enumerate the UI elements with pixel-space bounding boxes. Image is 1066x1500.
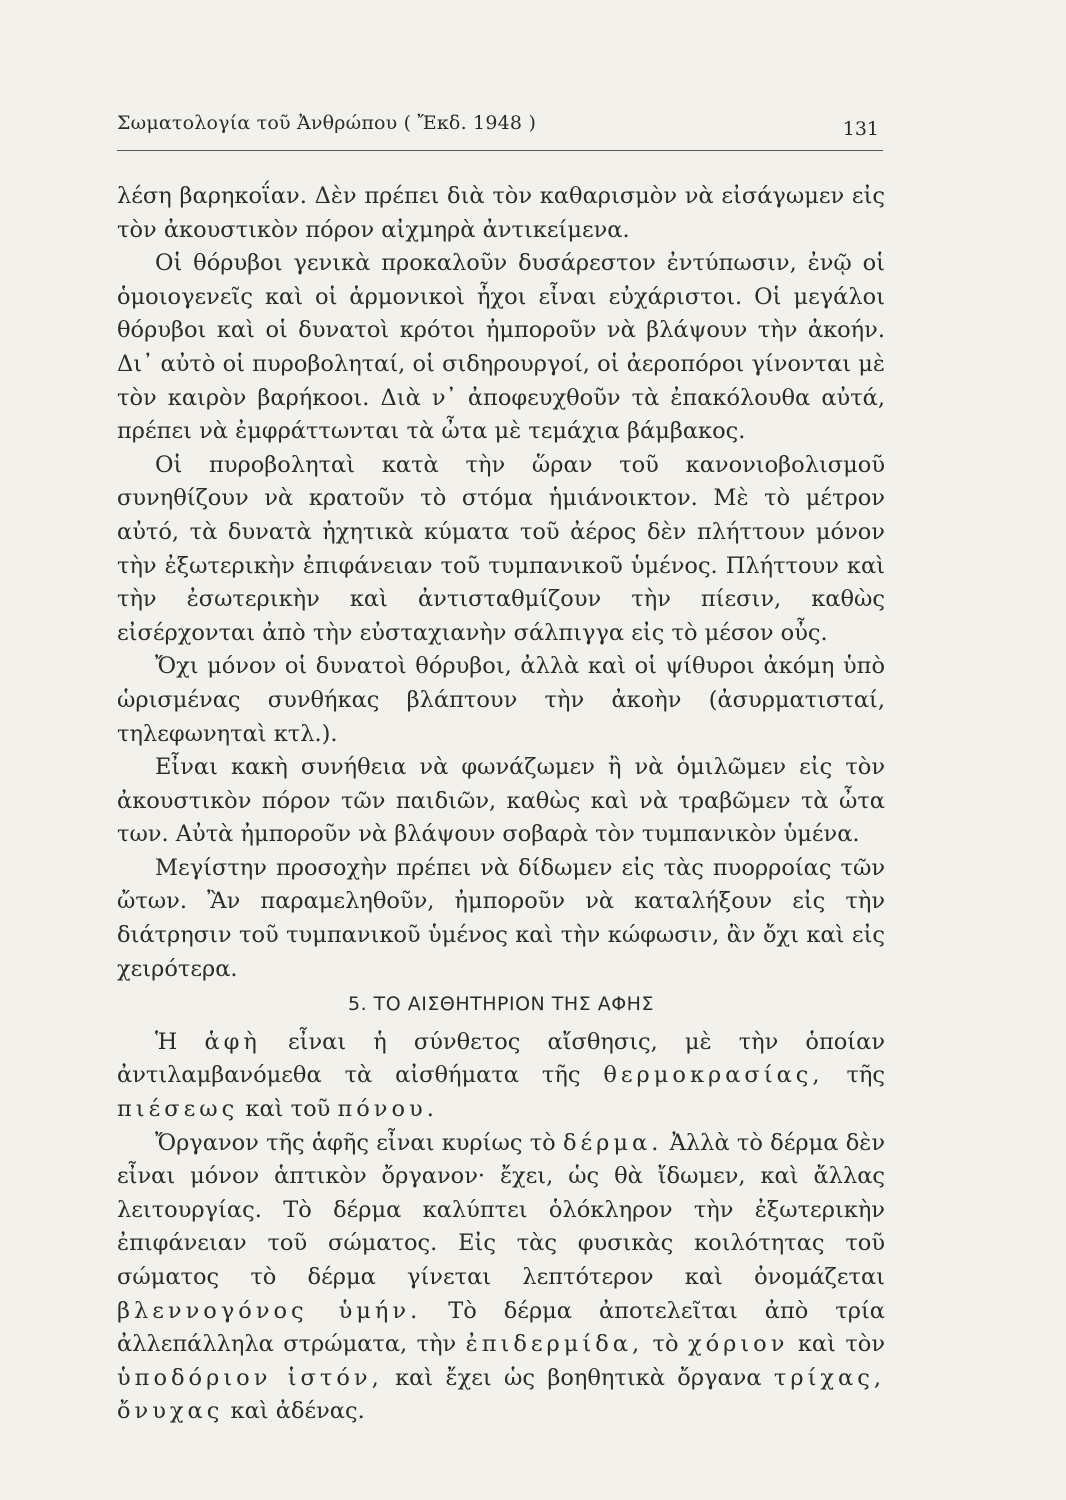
spaced-term-dermis: χόριον	[687, 1331, 789, 1358]
paragraph-gunners: Οἱ πυροβοληταὶ κατὰ τὴν ὥραν τοῦ κανονιοβολισμοῦ συνηθίζουν νὰ κρατοῦν τὸ στόμα ἡμιάνοικτον. Μὲ τὸ μέτρον αὐτό, τὰ δυνατὰ ἠχητικὰ κύματα τοῦ ἀέρος δὲν πλήττουν μόνον τὴν ἐξωτερικὴν ἐπιφάνειαν τοῦ τυμπανικοῦ ὑμένος. Πλήττουν καὶ τὴν ἐσωτερικὴν καὶ ἀντισταθμίζουν τὴν πίεσιν, καθὼς εἰσέρχονται ἀπὸ τὴν εὐσταχιανὴν σάλπιγγα εἰς τὸ μέσον οὖς.	[117, 451, 885, 646]
text-run: καὶ τὸν	[797, 1331, 886, 1358]
text-run: καὶ ἀδένας.	[230, 1398, 365, 1425]
spaced-term-hair-nails: τρίχας, ὄνυχας	[117, 1364, 886, 1425]
spaced-term-temperature: θερμοκρασίας,	[603, 1062, 824, 1089]
spaced-term-mucosa: βλεννογόνος ὑμήν.	[117, 1297, 422, 1324]
text-run: Ἀλλὰ τὸ δέρμα δὲν εἶναι μόνον ἁπτικὸν ὄργανον· ἔχει, ὡς θὰ ἴδωμεν, καὶ ἄλλας λειτουργίας. Τὸ δέρμα καλύπτει ὁλόκληρον τὴν ἐξωτερικὴν ἐπιφάνειαν τοῦ σώματος. Εἰς τὰς φυσικὰς κοιλότητας τοῦ σώματος τὸ δέρμα γίνεται λεπτότερον καὶ ὀνομάζεται	[117, 1129, 886, 1290]
body-text	[117, 180, 885, 1429]
paragraph-whispers: Ὄχι μόνον οἱ δυνατοὶ θόρυβοι, ἀλλὰ καὶ οἱ ψίθυροι ἀκόμη ὑπὸ ὡρισμένας συνθήκας βλάπτουν τὴν ἀκοὴν (ἀσυρματισταί, τηλεφωνηταὶ κτλ.).	[117, 653, 885, 747]
paragraph-noise: Οἱ θόρυβοι γενικὰ προκαλοῦν δυσάρεστον ἐντύπωσιν, ἐνῷ οἱ ὁμοιογενεῖς καὶ οἱ ἁρμονικοὶ ἦχοι εἶναι εὐχάριστοι. Οἱ μεγάλοι θόρυβοι καὶ οἱ δυνατοὶ κρότοι ἠμποροῦν νὰ βλάψουν τὴν ἀκοήν. Δι᾽ αὐτὸ οἱ πυροβοληταί, οἱ σιδηρουργοί, οἱ ἀεροπόροι γίνονται μὲ τὸν καιρὸν βαρήκοοι. Διὰ ν᾽ ἀποφευχθοῦν τὰ ἐπακόλουθα αὐτά, πρέπει νὰ ἐμφράττωνται τὰ ὦτα μὲ τεμάχια βάμβακος.	[117, 250, 885, 445]
spaced-term-pain: πόνου.	[337, 1096, 438, 1123]
spaced-term-skin: δέρμα.	[562, 1129, 663, 1156]
paragraph-skin	[117, 1127, 885, 1429]
spaced-term-pressure: πιέσεως	[117, 1096, 239, 1123]
header-title: Σωματολογία τοῦ Ἀνθρώπου ( Ἔκδ. 1948 )	[117, 112, 537, 134]
header-rule	[117, 150, 883, 151]
running-header	[117, 112, 883, 152]
text-run: Ὄργανον τῆς ἁφῆς εἶναι κυρίως τὸ	[155, 1129, 556, 1156]
text-run: καὶ ἔχει ὡς βοηθητικὰ ὄργανα	[395, 1364, 762, 1391]
text-run: τῆς	[846, 1062, 886, 1089]
spaced-term-touch: ἁφὴ	[204, 1028, 261, 1055]
paragraph-continued: λέση βαρηκοΐαν. Δὲν πρέπει διὰ τὸν καθαρισμὸν νὰ εἰσάγωμεν εἰς τὸν ἀκουστικὸν πόρον αἰχμηρὰ ἀντικείμενα.	[117, 183, 885, 243]
spaced-term-epidermis: ἐπιδερμίδα,	[465, 1331, 644, 1358]
page-number: 131	[842, 118, 879, 140]
paragraph-children: Εἶναι κακὴ συνήθεια νὰ φωνάζωμεν ἢ νὰ ὁμιλῶμεν εἰς τὸν ἀκουστικὸν πόρον τῶν παιδιῶν, καθὼς καὶ νὰ τραβῶμεν τὰ ὦτα των. Αὐτὰ ἠμποροῦν νὰ βλάψουν σοβαρὰ τὸν τυμπανικὸν ὑμένα.	[117, 754, 885, 848]
spaced-term-subcutaneous: ὑποδόριον ἱστόν,	[117, 1364, 383, 1391]
text-run: τὸ	[652, 1331, 679, 1358]
section-heading: 5. ΤΟ ΑΙΣΘΗΤΗΡΙΟΝ ΤΗΣ ΑΦΗΣ	[348, 993, 654, 1016]
text-run: Ἡ	[155, 1028, 178, 1055]
text-run: καὶ τοῦ	[245, 1096, 331, 1123]
text-run: εἶναι ἡ σύνθετος αἴσθησις, μὲ τὴν ὁποίαν ἀντιλαμβανόμεθα τὰ αἰσθήματα τῆς	[117, 1028, 885, 1089]
paragraph-touch-definition	[117, 1026, 885, 1127]
text-run: Τὸ δέρμα ἀποτελεῖται ἀπὸ τρία ἀλλεπάλληλα στρώματα, τὴν	[117, 1297, 885, 1358]
paragraph-pyorrhea: Μεγίστην προσοχὴν πρέπει νὰ δίδωμεν εἰς τὰς πυορροίας τῶν ὤτων. Ἂν παραμεληθοῦν, ἠμποροῦν νὰ καταλήξουν εἰς τὴν διάτρησιν τοῦ τυμπανικοῦ ὑμένος καὶ τὴν κώφωσιν, ἂν ὄχι καὶ εἰς χειρότερα.	[117, 854, 885, 982]
